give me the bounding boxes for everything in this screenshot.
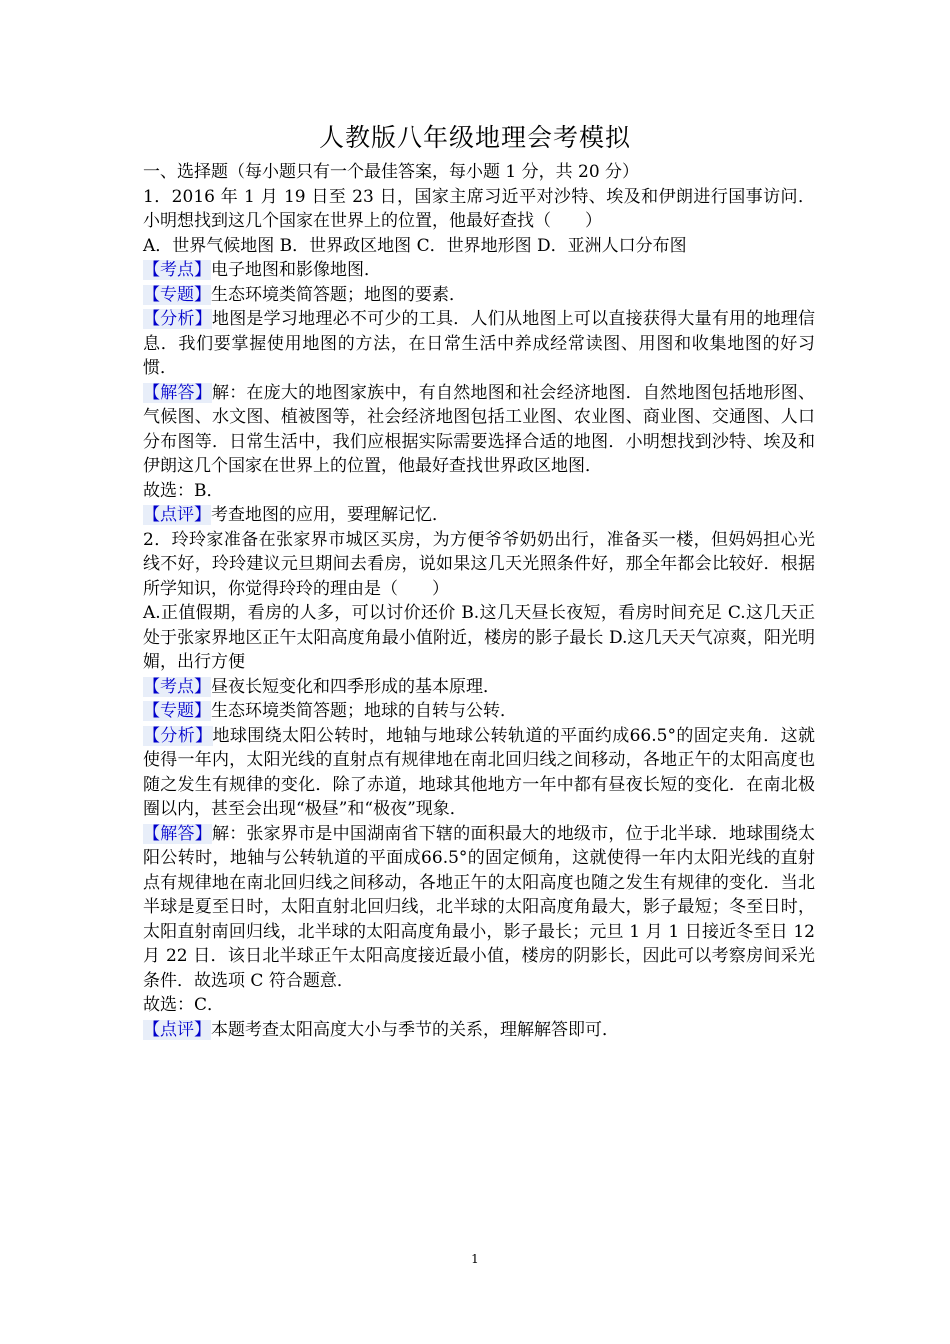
question-2: [143, 528, 815, 1043]
kaodian-row: [143, 258, 815, 283]
dianping-row: [143, 1018, 815, 1043]
answer-line: 故选：B．: [143, 480, 224, 501]
question-stem: 1．2016 年 1 月 19 日至 23 日，国家主席习近平对沙特、埃及和伊朗进行国事访问．小明想找到这几个国家在世界上的位置，他最好查找（ ）: [143, 186, 815, 231]
fenxi-text: 地球围绕太阳公转时，地轴与地球公转轨道的平面约成66.5°的固定夹角．这就使得一年内，太阳光线的直射点有规律地在南北回归线之间移动，各地正午的太阳高度也随之发生有规律的变化．除了赤道，地球其他地方一年中都有昼夜长短的变化．在南北极圈以内，甚至会出现“极昼”和“极夜”现象．: [143, 725, 815, 819]
fenxi-tag: 【分析】: [143, 725, 213, 746]
question-1: [143, 185, 815, 528]
answer-line: 故选：C．: [143, 995, 225, 1015]
dianping-row: [143, 503, 815, 528]
zhuanti-row: [143, 283, 815, 308]
dianping-text: 考查地图的应用，要理解记忆．: [211, 505, 449, 525]
page-title: 人教版八年级地理会考模拟: [318, 123, 631, 152]
kaodian-row: [143, 675, 815, 700]
zhuanti-tag: 【专题】: [143, 701, 211, 721]
fenxi-text: 地图是学习地理必不可少的工具．人们从地图上可以直接获得大量有用的地理信息．我们要掌握使用地图的方法，在日常生活中养成经常读图、用图和收集地图的好习惯．: [143, 309, 816, 378]
kaodian-tag: 【考点】: [143, 260, 211, 280]
kaodian-text: 电子地图和影像地图．: [211, 260, 381, 280]
fenxi-row: [143, 307, 815, 381]
kaodian-tag: 【考点】: [143, 676, 211, 697]
page-number: 1: [471, 1252, 479, 1266]
jieda-row: [143, 381, 815, 479]
page-content: [143, 160, 815, 1042]
fenxi-row: [143, 724, 815, 822]
jieda-tag: 【解答】: [143, 823, 212, 844]
zhuanti-row: [143, 699, 815, 724]
zhuanti-tag: 【专题】: [143, 284, 211, 305]
section-heading: 一、选择题（每小题只有一个最佳答案，每小题 1 分，共 20 分）: [143, 162, 640, 182]
dianping-tag: 【点评】: [143, 505, 211, 525]
jieda-text: 解：在庞大的地图家族中，有自然地图和社会经济地图．自然地图包括地形图、气候图、水文图、植被图等，社会经济地图包括工业图、农业图、商业图、交通图、人口分布图等．日常生活中，我们应根据实际需要选择合适的地图．小明想找到沙特、埃及和伊朗这几个国家在世界上的位置，他最好查找世界政区地图．: [143, 382, 816, 476]
dianping-tag: 【点评】: [143, 1019, 211, 1040]
question-options: A．世界气候地图 B．世界政区地图 C．世界地形图 D．亚洲人口分布图: [143, 235, 687, 256]
kaodian-text: 昼夜长短变化和四季形成的基本原理．: [211, 676, 500, 697]
zhuanti-text: 生态环境类简答题；地图的要素．: [211, 284, 466, 305]
jieda-tag: 【解答】: [143, 382, 212, 403]
question-options: A.正值假期，看房的人多，可以讨价还价 B.这几天昼长夜短，看房时间充足 C.这几天正处于张家界地区正午太阳高度角最小值附近，楼房的影子最长 D.这几天天气凉爽，阳光明媚，出行方便: [143, 603, 815, 672]
zhuanti-text: 生态环境类简答题；地球的自转与公转．: [211, 701, 517, 721]
jieda-row: [143, 822, 815, 994]
question-stem: 2．玲玲家准备在张家界市城区买房，为方便爷爷奶奶出行，准备买一楼，但妈妈担心光线不好，玲玲建议元旦期间去看房，说如果这几天光照条件好，那全年都会比较好．根据所学知识，你觉得玲玲的理由是（ ）: [143, 529, 815, 599]
jieda-text: 解：张家界市是中国湖南省下辖的面积最大的地级市，位于北半球．地球围绕太阳公转时，地轴与公转轨道的平面成66.5°的固定倾角，这就使得一年内太阳光线的直射点有规律地在南北回归线之间移动，各地正午的太阳高度也随之发生有规律的变化．当北半球是夏至日时，太阳直射北回归线，北半球的太阳高度角最大，影子最短；冬至日时，太阳直射南回归线，北半球的太阳高度角最小，影子最长；元旦 1 月 1 日接近冬至日 12 月 22 日．该日北半球正午太阳高度接近最小值，楼房的阴影长，因此可以考察房间采光条件．故选项 C 符合题意．: [143, 823, 816, 991]
fenxi-tag: 【分析】: [143, 309, 212, 329]
dianping-text: 本题考查太阳高度大小与季节的关系，理解解答即可．: [211, 1019, 619, 1040]
